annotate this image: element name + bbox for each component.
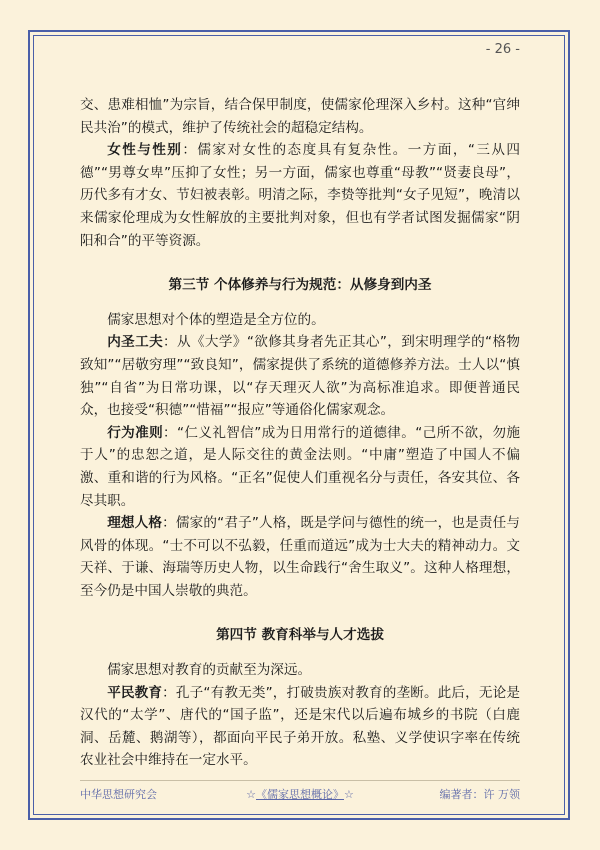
term-heading: 理想人格	[107, 515, 163, 532]
paragraph-conduct-rules	[80, 422, 520, 512]
paragraph-text: ：“仁义礼智信”成为日用常行的道德律。“己所不欲，勿施于人”的忠恕之道，是人际交往的黄金法则。“中庸”塑造了中国人不偏激、重和谐的行为风格。“正名”促使人们重视名分与责任，各安其位、各尽其职。	[80, 424, 520, 509]
term-heading: 女性与性别	[107, 142, 183, 159]
paragraph-continuation: 交、患难相恤”为宗旨，结合保甲制度，使儒家伦理深入乡村。这种“官绅民共治”的模式，维护了传统社会的超稳定结构。	[80, 97, 520, 136]
star-icon: ☆	[246, 788, 256, 801]
footer-organization: 中华思想研究会	[80, 788, 157, 801]
paragraph-text: ：孔子“有教无类”，打破贵族对教育的垄断。此后，无论是汉代的“太学”、唐代的“国子监”，还是宋代以后遍布城乡的书院（白鹿洞、岳麓、鹅湖等），都面向平民子弟开放。私塾、义学使识字率在传统农业社会中维持在一定水平。	[80, 684, 520, 769]
section-4-title: 第四节 教育科举与人才选拔	[216, 627, 384, 644]
paragraph-women-gender	[80, 139, 520, 252]
paragraph-text: ：儒家对女性的态度具有复杂性。一方面，“三从四德”“男尊女卑”压抑了女性；另一方面，儒家也尊重“母教”“贤妻良母”，历代多有才女、节妇被表彰。明清之际，李贽等批判“女子见短”，晚清以来儒家伦理成为女性解放的主要批判对象，但也有学者试图发掘儒家“阴阳和合”的平等资源。	[80, 142, 521, 249]
paragraph-intro-4: 儒家思想对教育的贡献至为深远。	[107, 662, 312, 679]
term-heading: 内圣工夫	[107, 334, 164, 351]
page-number: - 26 -	[485, 42, 520, 57]
body-text	[80, 94, 520, 772]
paragraph-inner-cultivation	[80, 331, 520, 421]
footer-author: 编著者：许 万领	[439, 788, 520, 801]
section-3-title: 第三节 个体修养与行为规范：从修身到内圣	[168, 277, 432, 294]
paragraph-commoner-education	[80, 682, 520, 772]
book-title-link[interactable]: 《儒家思想概论》	[256, 788, 344, 801]
footer-divider	[80, 780, 520, 781]
paragraph-intro-3: 儒家思想对个体的塑造是全方位的。	[107, 311, 325, 328]
term-heading: 行为准则	[107, 424, 164, 441]
paragraph-text: ：儒家的“君子”人格，既是学问与德性的统一，也是责任与风骨的体现。“士不可以不弘毅，任重而道远”成为士大夫的精神动力。文天祥、于谦、海瑞等历史人物，以生命践行“舍生取义”。这种人格理想，至今仍是中国人崇敬的典范。	[80, 515, 520, 599]
term-heading: 平民教育	[107, 684, 163, 701]
paragraph-text: ：从《大学》“欲修其身者先正其心”，到宋明理学的“格物致知”“居敬穷理”“致良知”，儒家提供了系统的道德修养方法。士人以“慎独”“自省”为日常功课，以“存天理灭人欲”为高标准追求。即便普通民众，也接受“积德”“惜福”“报应”等通俗化儒家观念。	[80, 334, 520, 419]
paragraph-ideal-personality	[80, 512, 520, 602]
star-icon: ☆	[344, 788, 354, 801]
